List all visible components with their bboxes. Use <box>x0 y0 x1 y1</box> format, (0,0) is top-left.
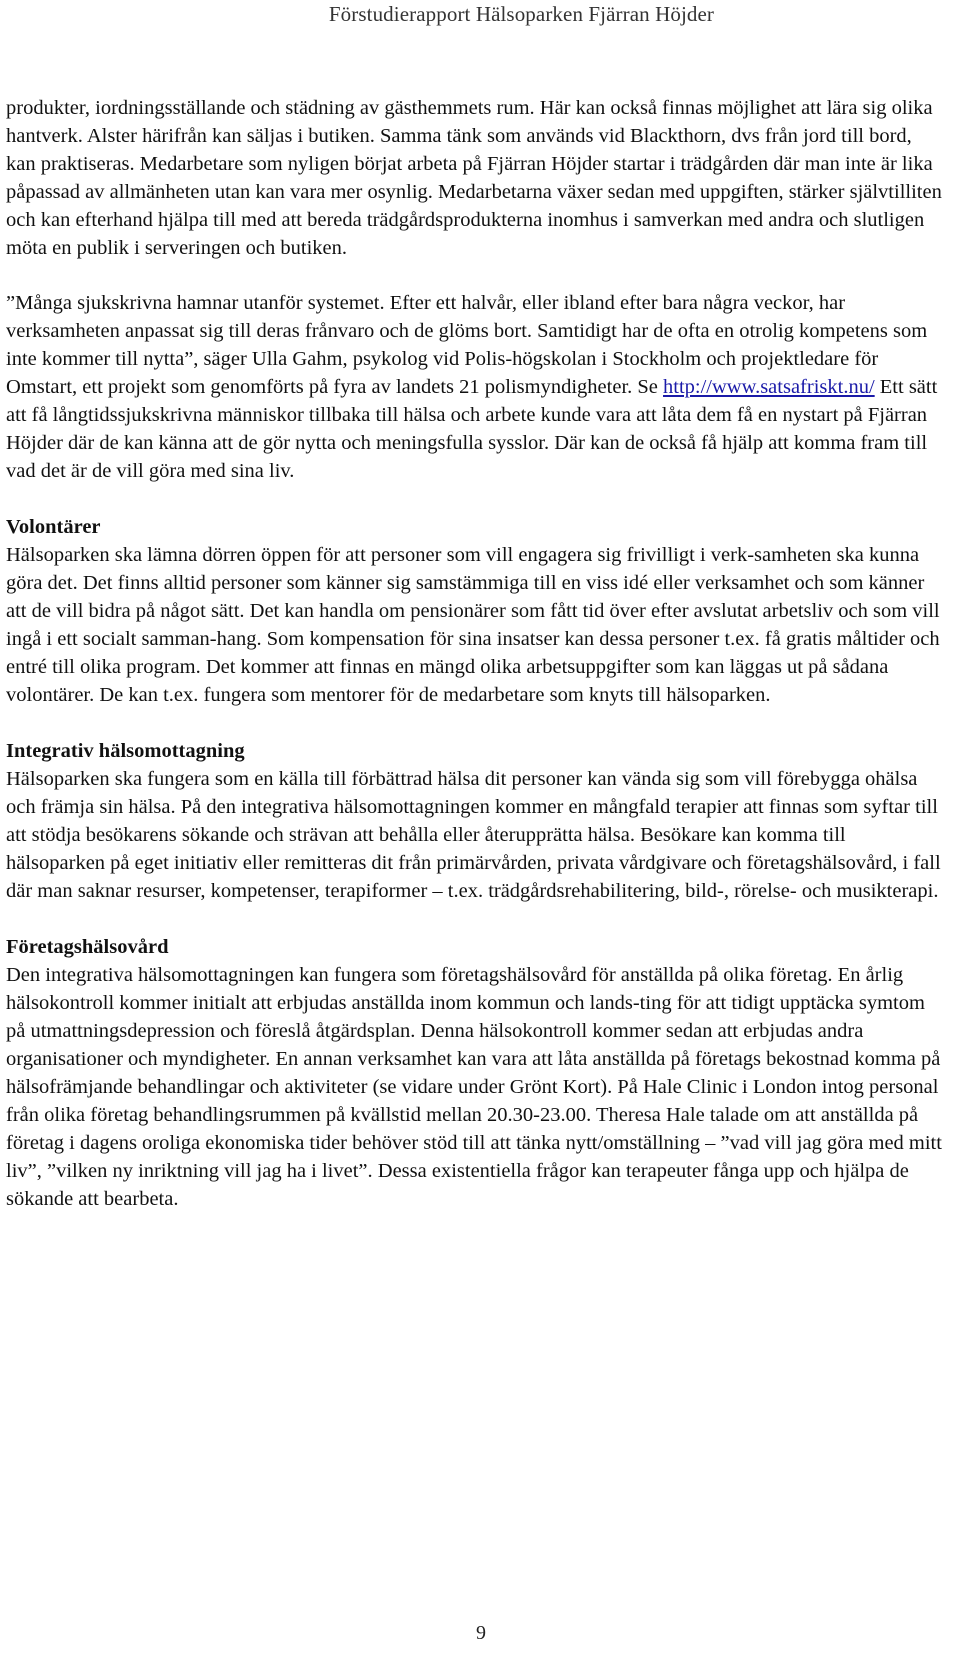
heading-integrativ-halsomottagning: Integrativ hälsomottagning <box>6 740 245 762</box>
paragraph-foretagshalsovard: Den integrativa hälsomottagningen kan fungera som företagshälsovård för anställda på olika företag. En årlig hälsokontroll kommer initialt att erbjudas anställda inom kommun och lands-ting för att tidigt upptäcka symtom på utmattningsdepression och föreslå åtgärdsplan. Denna hälsokontroll kommer sedan att erbjudas andra organisationer och myndigheter. En annan verksamhet kan vara att låta anställda på företags bekostnad komma på hälsofrämjande behandlingar och aktiviteter (se vidare under Grönt Kort). På Hale Clinic i London intog personal från olika företag behandlingsrummen på kvällstid mellan 20.30-23.00. Theresa Hale talade om att anställda på företag i dagens oroliga ekonomiska tider behöver stöd till att tänka nytt/omställning – ”vad vill jag göra med mitt liv”, ”vilken ny inriktning vill jag ha i livet”. Dessa existentiella frågor kan terapeuter fånga upp och hjälpa de sökande att bearbeta. <box>6 964 942 1210</box>
intro-paragraph-2 <box>6 289 946 485</box>
heading-volontarer: Volontärer <box>6 516 101 538</box>
paragraph-integrativ-halsomottagning: Hälsoparken ska fungera som en källa till förbättrad hälsa dit personer kan vända sig som vill förebygga ohälsa och främja sin hälsa. På den integrativa hälsomottagningen kommer en mångfald terapier att finnas som syftar till att stödja besökarens sökande och strävan att behålla eller återupprätta hälsa. Besökare kan komma till hälsoparken på eget initiativ eller remitteras dit från primärvården, privata vårdgivare och företagshälsovård, i fall där man saknar resurser, kompetenser, terapiformer – t.ex. trädgårdsrehabilitering, bild-, rörelse- och musikterapi. <box>6 768 941 902</box>
quote-continuation: Ett sätt att få långtidssjukskrivna människor tillbaka till hälsa och arbete kunde vara att låta dem få en nystart på Fjärran Höjder där de kan känna att de gör nytta och meningsfulla sysslor. Där kan de också få hjälp att komma fram till vad det är de vill göra med sina liv. <box>6 376 938 482</box>
satsafriskt-link[interactable]: http://www.satsafriskt.nu/ <box>663 376 875 398</box>
intro-paragraph-1: produkter, iordningsställande och städning av gästhemmets rum. Här kan också finnas möjlighet att lära sig olika hantverk. Alster härifrån kan säljas i butiken. Samma tänk som används vid Blackthorn, dvs från jord till bord, kan praktiseras. Medarbetare som nyligen börjat arbeta på Fjärran Höjder startar i trädgården där man inte är lika påpassad av allmänheten utan kan vara mer osynlig. Medarbetarna växer sedan med uppgiften, stärker självtilliten och kan efterhand hjälpa till med att bereda trädgårdsprodukterna inomhus i samverkan med andra och slutligen möta en publik i serveringen och butiken. <box>6 97 942 259</box>
document-body <box>6 94 946 1213</box>
paragraph-volontarer: Hälsoparken ska lämna dörren öppen för att personer som vill engagera sig frivilligt i verk-samheten ska kunna göra det. Det finns alltid personer som känner sig samstämmiga till en viss idé eller verksamhet och som känner att de vill bidra på något sätt. Det kan handla om pensionärer som fått tid över efter avslutat arbetsliv och som vill ingå i ett socialt samman-hang. Som kompensation för sina insatser kan dessa personer t.ex. få gratis måltider och entré till olika program. Det kommer att finnas en mängd olika arbetsuppgifter som kan läggas ut på sådana volontärer. De kan t.ex. fungera som mentorer för de medarbetare som knyts till hälsoparken. <box>6 544 940 706</box>
page-number: 9 <box>476 1622 486 1644</box>
quote-text: ”Många sjukskrivna hamnar utanför systemet. Efter ett halvår, eller ibland efter bara några veckor, har verksamheten anpassat sig till deras frånvaro och de glöms bort. Samtidigt har de ofta en otrolig kompetens som inte kommer till nytta”, säger Ulla Gahm, psykolog vid Polis-högskolan i Stockholm och projektledare för Omstart, ett projekt som genomförts på fyra av landets 21 polismyndigheter. Se <box>6 292 928 398</box>
page-header-title: Förstudierapport Hälsoparken Fjärran Höjder <box>328 2 714 26</box>
heading-foretagshalsovard: Företagshälsovård <box>6 936 169 958</box>
